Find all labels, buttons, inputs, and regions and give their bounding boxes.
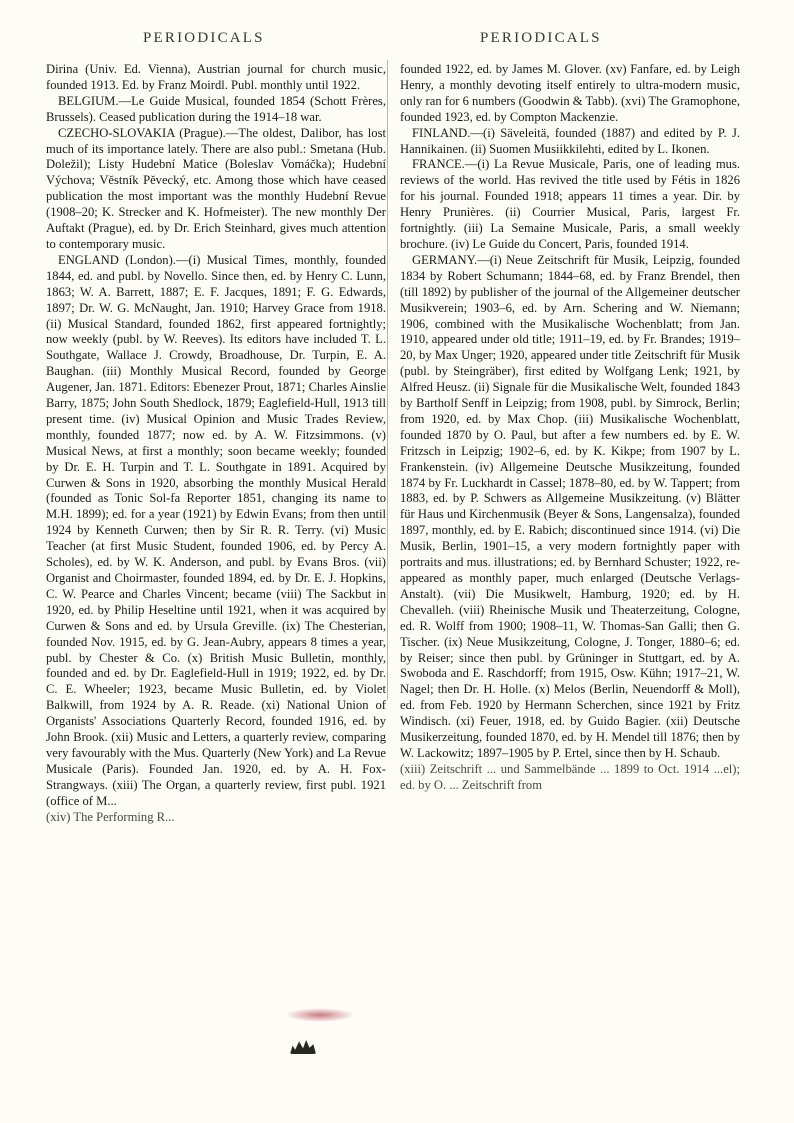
paragraph-germany: GERMANY.—(i) Neue Zeitschrift für Musik, Leipzig, founded 1834 by Robert Schumann; 1844–68, ed. by Franz Brendel, then (till 1892) by publisher of the journal of the Allgemeiner deutscher Musikverein; 1903–6, ed. by Arn. Schering and W. Niemann; 1906, combined with the Musikalische Wochenblatt; from Jan. 1910, appeared under old title; 1911–19, ed. by Fr. Brandes; 1919–20, by Max Unger; 1920, appeared under title Zeitschrift für Musik (publ. by Steingräber), first edited by Wolfgang Lenk; 1921, by Alfred Heusz. (ii) Signale für die Musikalische Welt, founded 1843 by Bartholf Senff in Leipzig; from 1908, publ. by Simrock, Berlin; from 1920, ed. by Max Chop. (iii) Musikalische Wochenblatt, founded 1870 by O. Paul, but after a few numbers ed. by E. W. Fritzsch in Leipzig; 1902–6, ed. by K. Kikpe; from 1907 by L. Frankenstein. (iv) Allgemeine Deutsche Musikzeitung, founded 1874 by Fr. Luckhardt in Cassel; 1878–80, ed. by W. Tappert; from 1883, ed. by P. Schwers as Allgemeine Musikzeitung. (v) Blätter für Haus und Kirchenmusik (Beyer & Sons, Langensalza), founded 1897, monthly, ed. by E. Rabich; discontinued since 1914. (vi) Die Musik, Berlin, 1901–15, a very modern fortnightly paper with portraits and mus. illustrations; ed. by Bernhard Schuster; 1922, re-appeared as monthly paper, much enlarged (Deutsche Verlags-Anstalt). (vii) Die Musikwelt, Hamburg, 1920; ed. by H. Chevalleh. (viii) Rheinische Musik und Theaterzeitung, Cologne, ed. R. Wolff from 1900; 1908–11, W. Thomas-San Galli; then G. Tischer. (ix) Neue Musikzeitung, Cologne, J. Tonger, 1880–6; ed. by Reiser; since then publ. by Grüninger in Stuttgart, ed. by A. Swoboda and E. Raschdorff; from 1915, Osw. Kühn; 1917–21, W. Nagel; then Dr. H. Holle. (x) Melos (Berlin, Neuendorff & Moll), ed. from Feb. 1920 by Hermann Scherchen, since 1921 by Fritz Windisch. (xi) Feuer, 1918, ed. by Guido Bagier. (xii) Deutsche Musikerzeitung, founded 1870, ed. by H. Mendel till 1876; then by W. Lackowitz; 1897–1905 by P. Ertel, since then by H. Schaub. (400, 252, 740, 760)
paragraph-finland: FINLAND.—(i) Säveleitä, founded (1887) and edited by P. J. Hannikainen. (ii) Suomen Musiikkilehti, edited by L. Ikonen. (400, 125, 740, 156)
ink-blot (290, 1040, 316, 1054)
paragraph-england-fragment: (xiv) The Performing R... (46, 809, 175, 824)
red-smudge (285, 1008, 355, 1022)
paragraph-czecho-slovakia: CZECHO-SLOVAKIA (Prague).—The oldest, Dalibor, has lost much of its importance lately. There are also publ.: Smetana (Hub. Doležil); Listy Hudební Matice (Boleslav Vomáčka); Hudební Výchova; Věstník Pěvecký, etc. Among those which have ceased publication the most important was the monthly Hudební Revue (1908–20; K. Strecker and K. Hofmeister). The new monthly Der Auftakt (Prague), ed. by Dr. Erich Steinhard, gives much attention to contemporary music. (46, 125, 386, 251)
paragraph-belgium: BELGIUM.—Le Guide Musical, founded 1854 (Schott Frères, Brussels). Ceased publication during the 1914–18 war. (46, 93, 386, 124)
paragraph-england: ENGLAND (London).—(i) Musical Times, monthly, founded 1844, ed. and publ. by Novello. Since then, ed. by Henry C. Lunn, 1863; W. A. Barrett, 1887; E. F. Jacques, 1891; F. G. Edwards, 1897; Dr. W. G. McNaught, Jan. 1910; Harvey Grace from 1918. (ii) Musical Standard, founded 1862, first appeared fortnightly; now weekly (publ. by W. Reeves). Its editors have included T. L. Southgate, Wallace J. Crowdy, Broadhouse, Dr. Turpin, E. A. Baughan. (iii) Monthly Musical Record, founded by George Augener, Jan. 1871. Editors: Ebenezer Prout, 1871; Charles Ainslie Barry, 1875; John South Shedlock, 1879; Eaglefield-Hull, 1913 till present time. (iv) Musical Opinion and Music Trades Review, monthly, founded 1877; now ed. by A. W. Fitzsimmons. (v) Musical News, at first a monthly; soon became weekly; founded by Dr. E. H. Turpin and T. L. Southgate in 1891. Acquired by Curwen & Sons in 1920, absorbing the monthly Musical Herald (founded as Tonic Sol-fa Reporter 1851, changing its name to M.H. 1899); ed. for a year (1921) by Edwin Evans; from then until 1924 by Kenneth Curwen; then by Sir R. R. Terry. (vi) Music Teacher (at first Music Student, founded 1906, ed. by Percy A. Scholes), ed. by W. K. Anderson, and publ. by Evans Bros. (vii) Organist and Choirmaster, founded 1894, ed. by Dr. E. J. Hopkins, C. W. Pearce and Charles Vincent; became (viii) The Sackbut in 1920, ed. by Philip Heseltine until 1921, when it was acquired by Curwen & Sons and ed. by Ursula Greville. (ix) The Chesterian, founded Nov. 1915, ed. by G. Jean-Aubry, appears 8 times a year, publ. by Chester & Co. (x) British Music Bulletin, monthly, founded and ed. by Dr. Eaglefield-Hull in 1919; 1922, ed. by Dr. C. E. Wheeler; 1923, became Music Bulletin, ed. by Violet Balkwill, from 1924 by A. R. Reade. (xi) National Union of Organists' Associations Quarterly Record, founded 1916, ed. by John Brook. (xii) Music and Letters, a quarterly review, comparing very favourably with the Mus. Quarterly (New York) and La Revue Musicale (Paris). Founded Jan. 1920, ed. by A. H. Fox-Strangways. (xiii) The Organ, a quarterly review, first publ. 1921 (office of M... (46, 252, 386, 808)
running-head-left: PERIODICALS (143, 30, 265, 46)
paragraph-germany-fragment: (xiii) Zeitschrift ... und Sammelbände ... 1899 to Oct. 1914 ...el); ed. by O. ... Zeitschrift from (400, 761, 740, 792)
paragraph-austria-continued: Dirina (Univ. Ed. Vienna), Austrian journal for church music, founded 1913. Ed. by Franz Moirdl. Publ. monthly until 1922. (46, 62, 386, 92)
column-divider (387, 60, 388, 700)
left-column (46, 62, 386, 826)
paragraph-france: FRANCE.—(i) La Revue Musicale, Paris, one of leading mus. reviews of the world. Has revived the title used by Fétis in 1826 for his journal. Founded 1918; appears 11 times a year. Dir. by Henry Prunières. (ii) Courrier Musical, Paris, largest Fr. fortnightly. (iii) La Semaine Musicale, Paris, a small weekly brochure. (iv) Le Guide du Concert, Paris, founded 1914. (400, 157, 740, 251)
page-header (0, 30, 794, 54)
paragraph-england-continued: founded 1922, ed. by James M. Glover. (xv) Fanfare, ed. by Leigh Henry, a monthly devoting itself entirely to ultra-modern music, only ran for 6 numbers (Goodwin & Tabb). (xvi) The Gramophone, founded 1923, ed. by Compton Mackenzie. (400, 62, 741, 124)
right-column (400, 62, 740, 794)
running-head-right: PERIODICALS (480, 30, 602, 46)
